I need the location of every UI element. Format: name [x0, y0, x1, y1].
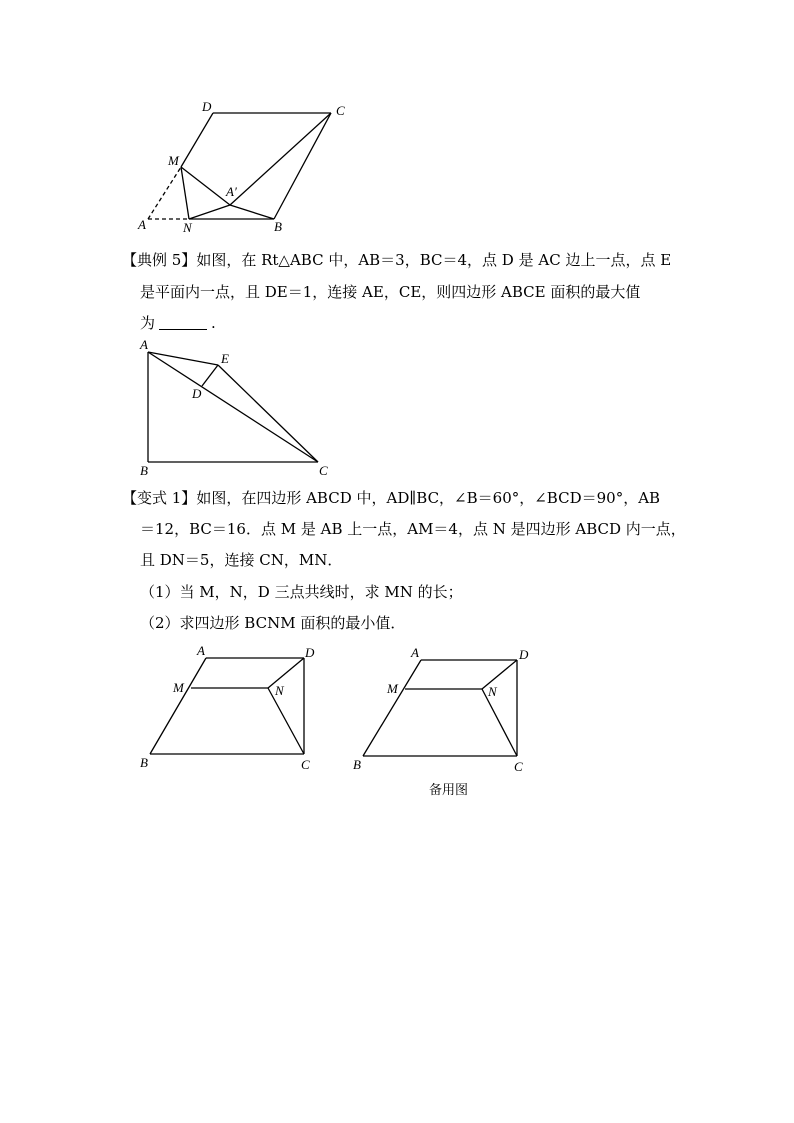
label-a: A: [138, 217, 146, 232]
edge-ec: [218, 365, 318, 462]
edge-a-prime-c: [230, 113, 331, 205]
label-c: C: [301, 757, 310, 772]
edge-na-prime: [189, 205, 230, 219]
example5-text-3-suffix: .: [211, 314, 216, 332]
variant1-line3: [140, 549, 342, 570]
label-d: D: [519, 647, 529, 662]
figure-right-triangle: [130, 335, 345, 480]
label-b: B: [140, 755, 148, 770]
edge-ac: [148, 352, 318, 462]
label-e: E: [221, 351, 229, 366]
example5-text-1: 如图，在 Rt△ABC 中，AB＝3，BC＝4，点 D 是 AC 边上一点，点 E: [196, 251, 672, 269]
edge-de: [202, 365, 218, 386]
edge-a-prime-b: [230, 205, 274, 219]
example5-text-2: 是平面内一点，且 DE＝1，连接 AE，CE，则四边形 ABCE 面积的最大值: [140, 283, 641, 301]
label-c: C: [319, 463, 328, 478]
label-a-prime: A′: [226, 184, 237, 199]
label-a: A: [197, 643, 205, 658]
variant1-question2: [140, 612, 405, 633]
variant1-tag: 【变式 1】: [122, 489, 197, 507]
variant1-question1: [140, 581, 463, 602]
edge-nc: [482, 689, 517, 756]
label-c: C: [514, 759, 523, 774]
label-b: B: [140, 463, 148, 478]
label-b: B: [274, 219, 282, 234]
variant1-line2: [140, 518, 686, 539]
edge-cb: [274, 113, 331, 219]
label-a: A: [140, 337, 148, 352]
variant1-q1: （1）当 M，N，D 三点共线时，求 MN 的长；: [140, 583, 463, 601]
label-c: C: [336, 103, 345, 118]
variant1-text-1: 如图，在四边形 ABCD 中，AD∥BC，∠B＝60°，∠BCD＝90°，AB: [196, 489, 661, 507]
label-m: M: [168, 153, 179, 168]
example5-tag: 【典例 5】: [122, 251, 197, 269]
spare-figure-caption: 备用图: [429, 783, 469, 798]
label-d: D: [305, 645, 315, 660]
dashed-am: [148, 167, 181, 219]
label-n: N: [275, 683, 284, 698]
example5-line1: [122, 249, 671, 270]
edge-dm: [181, 113, 213, 167]
edge-ma-prime: [181, 167, 230, 205]
label-n: N: [488, 684, 497, 699]
variant1-text-2: ＝12，BC＝16．点 M 是 AB 上一点，AM＝4，点 N 是四边形 ABCD 内一点，: [140, 520, 686, 538]
label-d: D: [192, 386, 202, 401]
label-a: A: [411, 645, 419, 660]
variant1-line1: [122, 487, 660, 508]
figure-parallelogram-fold: [130, 95, 370, 240]
edge-mn: [181, 167, 189, 219]
example5-line2: [140, 281, 640, 302]
answer-blank[interactable]: [159, 315, 207, 330]
example5-line3: [140, 312, 216, 333]
variant1-text-3: 且 DN＝5，连接 CN，MN．: [140, 551, 343, 569]
label-m: M: [387, 681, 398, 696]
edge-ab: [363, 660, 421, 756]
label-m: M: [173, 680, 184, 695]
edge-nc: [268, 688, 304, 754]
example5-text-3-prefix: 为: [140, 314, 156, 332]
edge-nd: [268, 658, 304, 688]
edge-ab: [150, 658, 206, 754]
figure-trapezoid-spare: [345, 640, 545, 775]
figure-trapezoid-main: [130, 640, 330, 775]
label-d: D: [202, 99, 212, 114]
label-n: N: [183, 220, 192, 235]
label-b: B: [353, 757, 361, 772]
variant1-q2: （2）求四边形 BCNM 面积的最小值．: [140, 614, 406, 632]
